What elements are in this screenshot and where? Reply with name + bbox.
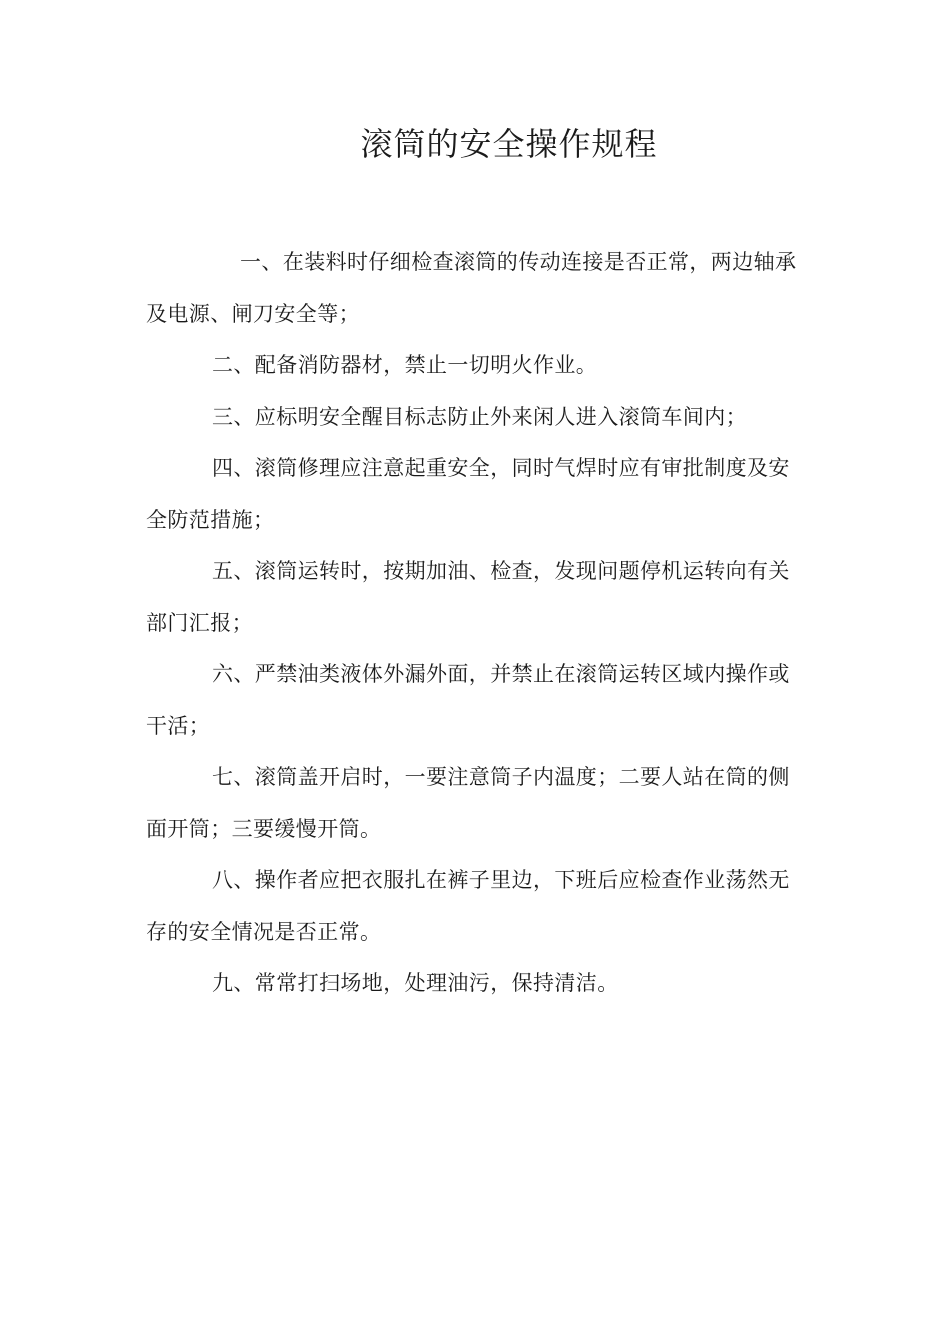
document-body [146,237,800,1010]
rule-paragraph-2: 二、配备消防器材，禁止一切明火作业。 [212,353,598,377]
rule-paragraph-8: 八、操作者应把衣服扎在裤子里边，下班后应检查作业荡然无存的安全情况是否正常。 [146,868,790,944]
rule-paragraph-6: 六、严禁油类液体外漏外面，并禁止在滚筒运转区域内操作或干活； [146,662,790,738]
document-title: 滚筒的安全操作规程 [360,125,658,163]
rule-paragraph-4: 四、滚筒修理应注意起重安全，同时气焊时应有审批制度及安全防范措施； [146,456,790,532]
rule-paragraph-5: 五、滚筒运转时，按期加油、检查，发现问题停机运转向有关部门汇报； [146,559,790,635]
rule-paragraph-7: 七、滚筒盖开启时，一要注意筒子内温度；二要人站在筒的侧面开筒；三要缓慢开筒。 [146,765,790,841]
rule-paragraph-9: 九、常常打扫场地，处理油污，保持清洁。 [212,971,619,995]
rule-paragraph-1: 一、在装料时仔细检查滚筒的传动连接是否正常，两边轴承及电源、闸刀安全等； [146,250,797,326]
rule-paragraph-3: 三、应标明安全醒目标志防止外来闲人进入滚筒车间内； [212,404,747,429]
